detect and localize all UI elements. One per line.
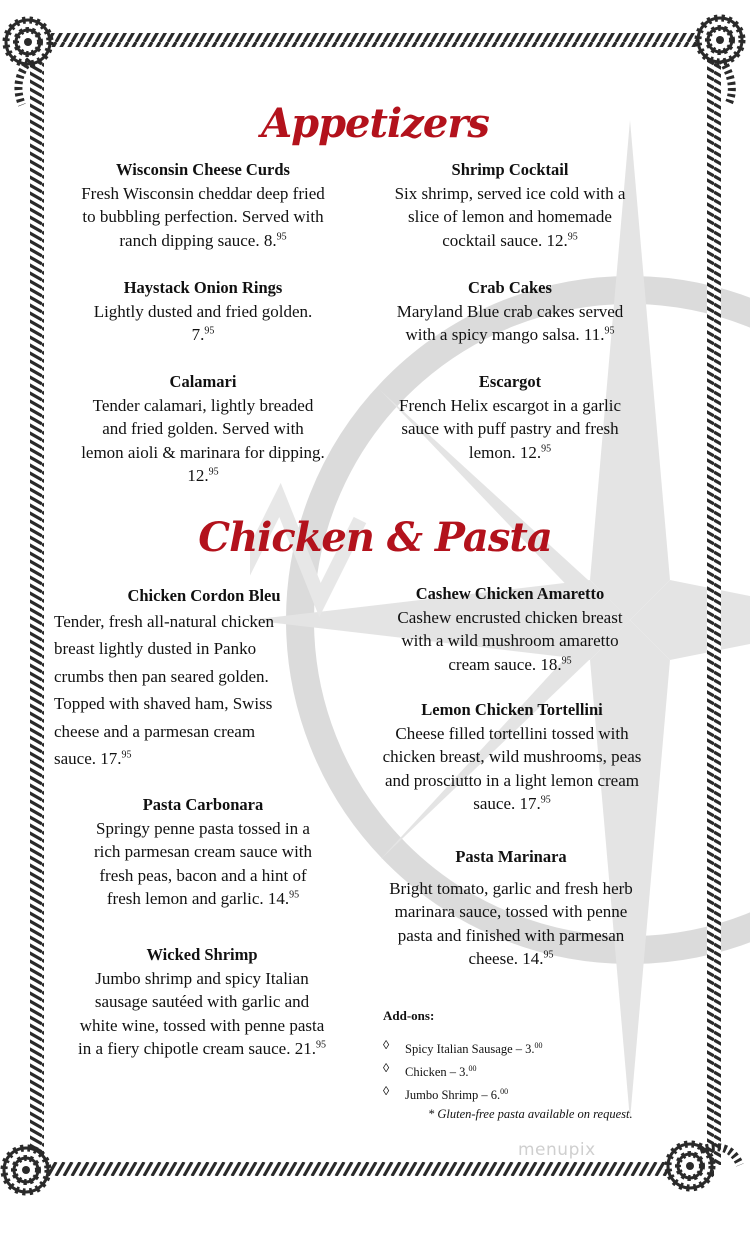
item-description: Tender, fresh all-natural chicken breast lightly dusted in Panko crumbs then pan seared golden. Topped with shaved ham, Swiss cheese and a parmesan cream sauce. 17.95 (54, 611, 274, 768)
item-name: Lemon Chicken Tortellini (421, 700, 603, 719)
addon-text: Spicy Italian Sausage – 3.00 (405, 1041, 543, 1057)
item-name: Wisconsin Cheese Curds (116, 160, 290, 179)
menu-item-calamari (50, 370, 356, 488)
addon-item (383, 1059, 633, 1082)
menu-item-wicked-shrimp (42, 943, 362, 1061)
menu-item-cashew-chicken-amaretto (360, 582, 660, 676)
item-description: Cashew encrusted chicken breast with a wild mushroom amaretto cream sauce. 18.95 (397, 607, 623, 674)
item-description: Springy penne pasta tossed in a rich parmesan cream sauce with fresh peas, bacon and a hint of fresh lemon and garlic. 14.95 (93, 818, 313, 908)
menu-item-lemon-chicken-tortellini (354, 698, 670, 816)
item-description: Cheese filled tortellini tossed with chicken breast, wild mushrooms, peas and prosciutto in a light lemon cream sauce. 17.95 (382, 723, 642, 813)
item-description: French Helix escargot in a garlic sauce with puff pastry and fresh lemon. 12.95 (398, 395, 622, 462)
item-description: Fresh Wisconsin cheddar deep fried to bubbling perfection. Served with ranch dipping sauce. 8.95 (81, 183, 325, 250)
item-description: Lightly dusted and fried golden. 7.95 (93, 301, 313, 344)
diamond-bullet-icon: ◊ (383, 1061, 390, 1076)
menu-item-pasta-marinara (358, 845, 664, 971)
item-name: Haystack Onion Rings (123, 278, 283, 297)
item-name: Wicked Shrimp (146, 945, 258, 964)
addon-text: Chicken – 3.00 (405, 1064, 477, 1080)
menu-item-wisconsin-cheese-curds (50, 158, 356, 252)
menu-item-haystack-onion-rings (50, 276, 356, 347)
item-description: Jumbo shrimp and spicy Italian sausage sautéed with garlic and white wine, tossed with penne pasta in a fiery chipotle cream sauce. 21.95 (78, 968, 326, 1058)
addons-title: Add-ons: (383, 1008, 435, 1023)
addon-text: Jumbo Shrimp – 6.00 (405, 1087, 509, 1103)
chicken-pasta-heading: Chicken & Pasta (198, 514, 552, 561)
addons-list (383, 1008, 633, 1124)
item-description: Maryland Blue crab cakes served with a spicy mango salsa. 11.95 (396, 301, 624, 344)
diamond-bullet-icon: ◊ (383, 1084, 390, 1099)
appetizers-heading: Appetizers (261, 100, 489, 147)
item-name: Calamari (169, 372, 237, 391)
gluten-free-note: * Gluten-free pasta available on request. (428, 1107, 633, 1122)
item-description: Six shrimp, served ice cold with a slice of lemon and homemade cocktail sauce. 12.95 (394, 183, 626, 250)
menupix-watermark: menupix (518, 1140, 596, 1160)
menu-item-shrimp-cocktail (360, 158, 660, 252)
diamond-bullet-icon: ◊ (383, 1038, 390, 1052)
item-name: Crab Cakes (468, 278, 552, 297)
item-name: Escargot (478, 372, 542, 391)
item-name: Pasta Marinara (455, 847, 567, 866)
addon-item (383, 1036, 633, 1059)
item-name: Pasta Carbonara (142, 795, 264, 814)
menu-item-escargot (360, 370, 660, 464)
item-description: Tender calamari, lightly breaded and fried golden. Served with lemon aioli & marinara for dipping. 12.95 (81, 395, 325, 485)
menu-item-chicken-cordon-bleu (54, 584, 354, 773)
item-description: Bright tomato, garlic and fresh herb marinara sauce, tossed with penne pasta and finished with parmesan cheese. 14.95 (389, 878, 633, 968)
menu-item-crab-cakes (360, 276, 660, 347)
addon-item (383, 1082, 633, 1105)
item-name: Cashew Chicken Amaretto (415, 584, 605, 603)
item-name: Chicken Cordon Bleu (127, 586, 281, 605)
item-name: Shrimp Cocktail (451, 160, 569, 179)
menu-item-pasta-carbonara (50, 793, 356, 911)
